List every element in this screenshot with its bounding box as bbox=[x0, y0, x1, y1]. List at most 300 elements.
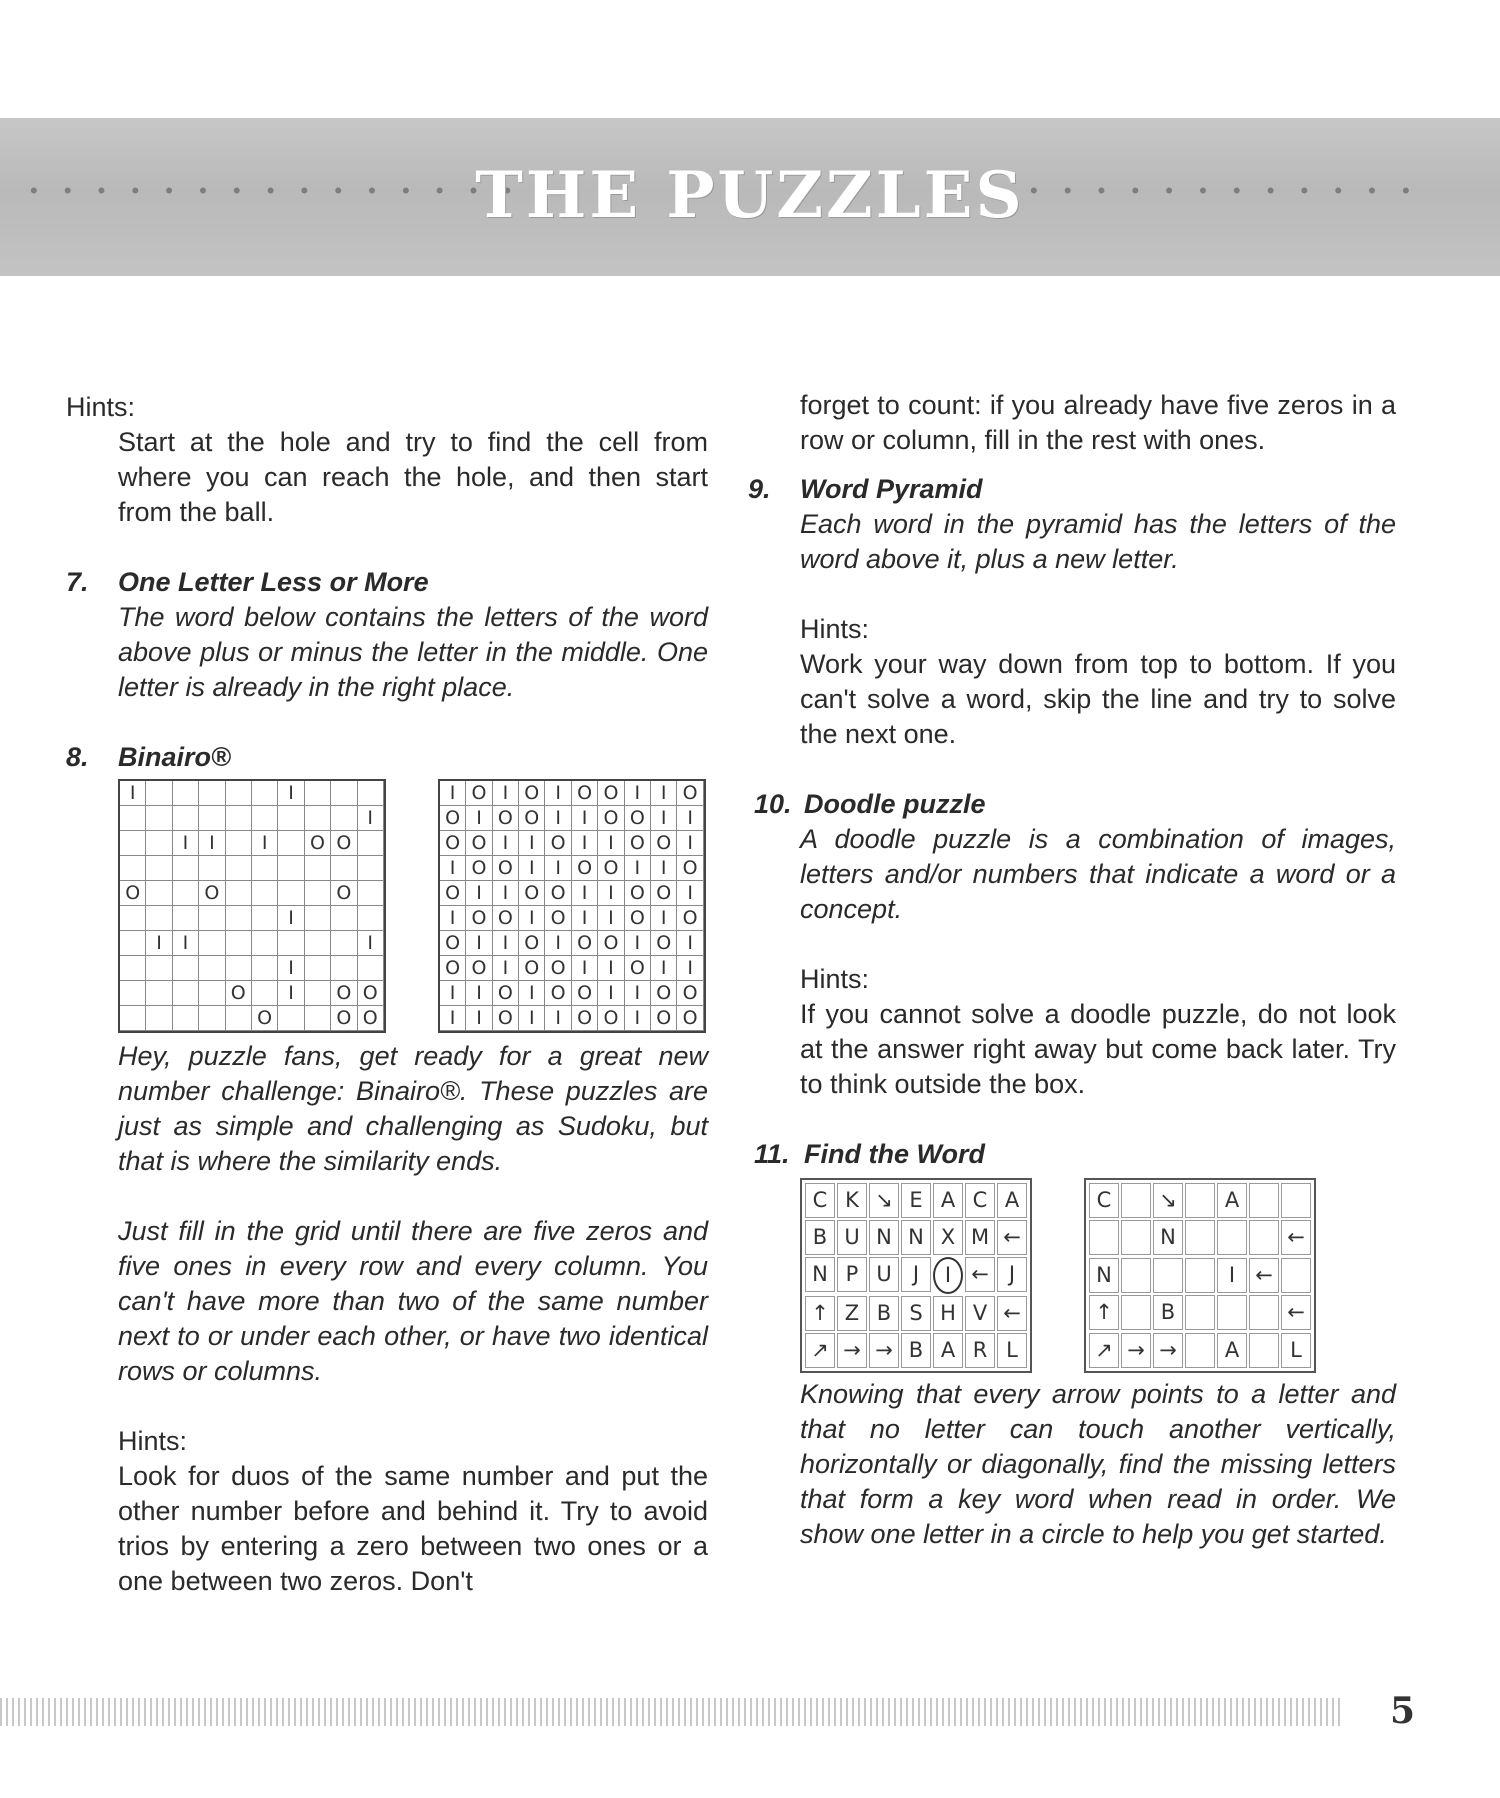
grid-cell bbox=[1217, 1295, 1247, 1330]
grid-cell: I bbox=[278, 981, 304, 1006]
grid-cell: I bbox=[545, 1006, 571, 1031]
section-title: Find the Word bbox=[804, 1139, 985, 1169]
hints-text: Start at the hole and try to find the cell from where you can reach the hole, and then start from the ball. bbox=[118, 427, 708, 527]
grid-cell bbox=[358, 856, 384, 881]
grid-cell bbox=[226, 856, 252, 881]
grid-cell: O bbox=[493, 981, 519, 1006]
grid-cell: ↑ bbox=[1089, 1295, 1119, 1330]
header-banner bbox=[0, 118, 1500, 276]
grid-cell: A bbox=[933, 1333, 963, 1368]
grid-cell bbox=[120, 931, 146, 956]
grid-cell: I bbox=[598, 906, 624, 931]
grid-cell: O bbox=[572, 1006, 598, 1031]
grid-cell: ← bbox=[997, 1220, 1027, 1255]
grid-cell: I bbox=[933, 1257, 963, 1294]
grid-cell: I bbox=[440, 981, 466, 1006]
grid-cell bbox=[1281, 1183, 1311, 1218]
grid-cell: O bbox=[651, 931, 677, 956]
grid-cell bbox=[120, 981, 146, 1006]
hints-label: Hints: bbox=[66, 392, 136, 422]
hints-text: Work your way down from top to bottom. If you can't solve a word, skip the line and try to solve the next one. bbox=[800, 649, 1396, 749]
grid-cell: ← bbox=[1249, 1258, 1279, 1293]
section-number: 8. bbox=[66, 742, 89, 772]
grid-cell: I bbox=[173, 931, 199, 956]
grid-cell: O bbox=[493, 906, 519, 931]
grid-cell: O bbox=[331, 831, 357, 856]
grid-cell bbox=[199, 856, 225, 881]
grid-cell: O bbox=[440, 881, 466, 906]
grid-cell bbox=[226, 931, 252, 956]
grid-cell bbox=[173, 981, 199, 1006]
footer-bar bbox=[0, 1698, 1340, 1726]
left-column bbox=[66, 390, 708, 1599]
grid-cell: I bbox=[493, 831, 519, 856]
grid-cell: I bbox=[625, 781, 651, 806]
grid-cell: O bbox=[677, 906, 703, 931]
grid-cell bbox=[173, 856, 199, 881]
grid-cell bbox=[278, 831, 304, 856]
grid-cell bbox=[146, 881, 172, 906]
grid-cell bbox=[199, 1006, 225, 1031]
grid-cell: ← bbox=[1281, 1220, 1311, 1255]
grid-cell bbox=[173, 1006, 199, 1031]
grid-cell: → bbox=[1153, 1333, 1183, 1368]
grid-cell: ↑ bbox=[805, 1296, 835, 1331]
grid-cell bbox=[226, 781, 252, 806]
grid-cell bbox=[358, 881, 384, 906]
grid-cell bbox=[146, 956, 172, 981]
grid-cell bbox=[358, 781, 384, 806]
grid-cell: O bbox=[120, 881, 146, 906]
grid-cell bbox=[358, 906, 384, 931]
grid-cell bbox=[173, 906, 199, 931]
grid-cell bbox=[199, 781, 225, 806]
grid-cell: A bbox=[997, 1183, 1027, 1218]
grid-cell: I bbox=[440, 1006, 466, 1031]
section-text: The word below contains the letters of the word above plus or minus the letter in the middle. One letter is already in the right place. bbox=[118, 602, 708, 702]
grid-cell: X bbox=[933, 1220, 963, 1255]
grid-cell: O bbox=[493, 856, 519, 881]
grid-cell: I bbox=[625, 931, 651, 956]
grid-cell: ↘ bbox=[1153, 1183, 1183, 1218]
grid-cell: O bbox=[545, 956, 571, 981]
grid-cell: L bbox=[1281, 1333, 1311, 1368]
grid-cell bbox=[146, 906, 172, 931]
section-heading-10 bbox=[754, 787, 1396, 822]
grid-cell: I bbox=[278, 781, 304, 806]
section-heading-8 bbox=[66, 740, 708, 775]
grid-cell: O bbox=[519, 931, 545, 956]
grid-cell bbox=[199, 931, 225, 956]
grid-cell: A bbox=[933, 1183, 963, 1218]
grid-cell: O bbox=[625, 831, 651, 856]
grid-cell: O bbox=[572, 856, 598, 881]
grid-cell: K bbox=[837, 1183, 867, 1218]
grid-cell: O bbox=[677, 781, 703, 806]
grid-cell: I bbox=[598, 881, 624, 906]
grid-cell: O bbox=[519, 781, 545, 806]
grid-cell: I bbox=[677, 806, 703, 831]
grid-cell: I bbox=[466, 806, 492, 831]
grid-cell: P bbox=[837, 1257, 867, 1292]
grid-cell: O bbox=[226, 981, 252, 1006]
section-number: 10. bbox=[754, 789, 792, 819]
grid-cell: O bbox=[625, 956, 651, 981]
grid-cell: I bbox=[651, 906, 677, 931]
section-number: 9. bbox=[748, 474, 771, 504]
grid-cell: I bbox=[440, 906, 466, 931]
grid-cell: C bbox=[965, 1183, 995, 1218]
grid-cell: O bbox=[572, 931, 598, 956]
grid-cell bbox=[305, 881, 331, 906]
right-column bbox=[748, 388, 1396, 1552]
grid-cell: U bbox=[869, 1257, 899, 1292]
section-heading-9 bbox=[748, 472, 1396, 507]
grid-cell: I bbox=[598, 981, 624, 1006]
grid-cell bbox=[252, 806, 278, 831]
section-text: A doodle puzzle is a combination of images, letters and/or numbers that indicate a word or a concept. bbox=[800, 824, 1396, 924]
grid-cell bbox=[1249, 1295, 1279, 1330]
grid-cell: I bbox=[358, 806, 384, 831]
grid-cell bbox=[1089, 1220, 1119, 1255]
grid-cell: O bbox=[199, 881, 225, 906]
grid-cell bbox=[305, 981, 331, 1006]
hints-text: Look for duos of the same number and put the other number before and behind it. Try to avoid trios by entering a zero between two ones or a one between two zeros. Don't bbox=[118, 1461, 708, 1596]
section-number: 7. bbox=[66, 567, 89, 597]
grid-cell: ← bbox=[997, 1296, 1027, 1331]
grid-cell: O bbox=[651, 1006, 677, 1031]
grid-cell bbox=[305, 956, 331, 981]
grid-cell: I bbox=[146, 931, 172, 956]
grid-cell: I bbox=[677, 881, 703, 906]
grid-cell: R bbox=[965, 1333, 995, 1368]
banner-dots-right: • • • • • • • • • • • • bbox=[1030, 178, 1420, 203]
section-title: Binairo® bbox=[118, 742, 231, 772]
grid-cell bbox=[120, 956, 146, 981]
grid-cell bbox=[1185, 1333, 1215, 1368]
section-title: One Letter Less or More bbox=[118, 567, 429, 597]
grid-cell bbox=[120, 806, 146, 831]
grid-cell bbox=[1121, 1258, 1151, 1293]
grid-cell: O bbox=[331, 981, 357, 1006]
grid-cell: I bbox=[493, 931, 519, 956]
grid-cell: I bbox=[466, 1006, 492, 1031]
grid-cell: A bbox=[1217, 1183, 1247, 1218]
grid-cell: B bbox=[1153, 1295, 1183, 1330]
grid-cell: I bbox=[493, 781, 519, 806]
hints-label: Hints: bbox=[800, 614, 870, 644]
grid-cell bbox=[305, 1006, 331, 1031]
grid-cell: O bbox=[519, 806, 545, 831]
grid-cell: O bbox=[358, 981, 384, 1006]
grid-cell: I bbox=[252, 831, 278, 856]
grid-cell bbox=[1185, 1220, 1215, 1255]
grid-cell: O bbox=[598, 1006, 624, 1031]
grid-cell bbox=[226, 806, 252, 831]
grid-cell: O bbox=[545, 981, 571, 1006]
grid-cell bbox=[252, 781, 278, 806]
grid-cell bbox=[1153, 1258, 1183, 1293]
grid-cell: I bbox=[651, 856, 677, 881]
grid-cell: O bbox=[466, 831, 492, 856]
grid-cell bbox=[146, 1006, 172, 1031]
findword-puzzle-grid bbox=[800, 1178, 1032, 1373]
grid-cell bbox=[331, 806, 357, 831]
grid-cell: I bbox=[572, 806, 598, 831]
grid-cell bbox=[305, 806, 331, 831]
section-heading-7 bbox=[66, 565, 708, 600]
grid-cell: O bbox=[440, 831, 466, 856]
grid-cell: O bbox=[358, 1006, 384, 1031]
grid-cell: O bbox=[440, 956, 466, 981]
grid-cell bbox=[252, 856, 278, 881]
grid-cell: I bbox=[440, 781, 466, 806]
binairo-grids bbox=[66, 779, 708, 1033]
grid-cell: N bbox=[1089, 1258, 1119, 1293]
grid-cell bbox=[173, 956, 199, 981]
grid-cell: I bbox=[519, 856, 545, 881]
grid-cell bbox=[146, 781, 172, 806]
grid-cell: O bbox=[598, 931, 624, 956]
grid-cell: J bbox=[901, 1257, 931, 1292]
grid-cell bbox=[278, 1006, 304, 1031]
grid-cell: I bbox=[199, 831, 225, 856]
grid-cell: N bbox=[1153, 1220, 1183, 1255]
section-heading-11 bbox=[754, 1137, 1396, 1172]
grid-cell: O bbox=[466, 906, 492, 931]
grid-cell bbox=[199, 981, 225, 1006]
grid-cell bbox=[358, 956, 384, 981]
grid-cell bbox=[226, 1006, 252, 1031]
grid-cell: O bbox=[598, 856, 624, 881]
grid-cell bbox=[199, 956, 225, 981]
grid-cell: I bbox=[677, 931, 703, 956]
grid-cell: U bbox=[837, 1220, 867, 1255]
grid-cell bbox=[331, 906, 357, 931]
grid-cell: O bbox=[625, 806, 651, 831]
grid-cell: I bbox=[651, 781, 677, 806]
grid-cell: I bbox=[572, 956, 598, 981]
grid-cell: I bbox=[519, 831, 545, 856]
grid-cell bbox=[226, 831, 252, 856]
grid-cell: B bbox=[869, 1296, 899, 1331]
grid-cell: O bbox=[598, 781, 624, 806]
grid-cell bbox=[1249, 1220, 1279, 1255]
grid-cell: I bbox=[278, 906, 304, 931]
section-title: Word Pyramid bbox=[800, 474, 983, 504]
grid-cell: C bbox=[1089, 1183, 1119, 1218]
grid-cell: I bbox=[545, 931, 571, 956]
grid-cell: O bbox=[493, 806, 519, 831]
grid-cell: H bbox=[933, 1296, 963, 1331]
grid-cell: → bbox=[869, 1333, 899, 1368]
grid-cell bbox=[278, 881, 304, 906]
grid-cell: O bbox=[677, 856, 703, 881]
grid-cell bbox=[1249, 1183, 1279, 1218]
hints-label: Hints: bbox=[800, 964, 870, 994]
grid-cell: I bbox=[572, 906, 598, 931]
grid-cell bbox=[331, 856, 357, 881]
grid-cell: O bbox=[331, 881, 357, 906]
grid-cell bbox=[120, 856, 146, 881]
grid-cell: O bbox=[625, 881, 651, 906]
grid-cell: M bbox=[965, 1220, 995, 1255]
grid-cell: O bbox=[545, 831, 571, 856]
grid-cell: B bbox=[805, 1220, 835, 1255]
grid-cell bbox=[146, 981, 172, 1006]
grid-cell: I bbox=[440, 856, 466, 881]
grid-cell bbox=[252, 931, 278, 956]
grid-cell: O bbox=[625, 906, 651, 931]
grid-cell: O bbox=[519, 881, 545, 906]
grid-cell: C bbox=[805, 1183, 835, 1218]
grid-cell bbox=[120, 831, 146, 856]
grid-cell: O bbox=[677, 981, 703, 1006]
grid-cell: O bbox=[545, 906, 571, 931]
grid-cell bbox=[358, 831, 384, 856]
grid-cell: O bbox=[466, 781, 492, 806]
grid-cell bbox=[173, 806, 199, 831]
grid-cell: I bbox=[1217, 1258, 1247, 1293]
grid-cell bbox=[226, 881, 252, 906]
grid-cell: → bbox=[1121, 1333, 1151, 1368]
section-title: Doodle puzzle bbox=[804, 789, 986, 819]
grid-cell: O bbox=[651, 881, 677, 906]
grid-cell bbox=[305, 906, 331, 931]
grid-cell: I bbox=[545, 856, 571, 881]
grid-cell: I bbox=[493, 881, 519, 906]
grid-cell bbox=[252, 881, 278, 906]
page-title: THE PUZZLES bbox=[475, 158, 1025, 233]
grid-cell: I bbox=[625, 1006, 651, 1031]
grid-cell: O bbox=[466, 956, 492, 981]
grid-cell: I bbox=[572, 831, 598, 856]
grid-cell: O bbox=[493, 1006, 519, 1031]
grid-cell: I bbox=[598, 831, 624, 856]
grid-cell bbox=[199, 906, 225, 931]
grid-cell: O bbox=[466, 856, 492, 881]
continued-text: forget to count: if you already have five zeros in a row or column, fill in the rest with ones. bbox=[800, 390, 1396, 455]
grid-cell: I bbox=[625, 981, 651, 1006]
grid-cell bbox=[305, 931, 331, 956]
grid-cell bbox=[252, 981, 278, 1006]
grid-cell: O bbox=[252, 1006, 278, 1031]
grid-cell bbox=[1121, 1295, 1151, 1330]
grid-cell bbox=[226, 906, 252, 931]
section-text: Hey, puzzle fans, get ready for a great new number challenge: Binairo®. These puzzles are just as simple and challenging as Sudoku, but that is where the similarity ends. bbox=[118, 1041, 708, 1176]
page-number: 5 bbox=[1390, 1690, 1416, 1732]
grid-cell: ↗ bbox=[805, 1333, 835, 1368]
grid-cell: I bbox=[120, 781, 146, 806]
grid-cell: I bbox=[677, 956, 703, 981]
grid-cell bbox=[1121, 1183, 1151, 1218]
grid-cell bbox=[1217, 1220, 1247, 1255]
grid-cell: O bbox=[572, 981, 598, 1006]
grid-cell: I bbox=[358, 931, 384, 956]
grid-cell: O bbox=[519, 956, 545, 981]
grid-cell: S bbox=[901, 1296, 931, 1331]
grid-cell: I bbox=[493, 956, 519, 981]
grid-cell: O bbox=[651, 981, 677, 1006]
findword-solution-grid bbox=[1084, 1178, 1316, 1373]
grid-cell bbox=[252, 906, 278, 931]
grid-cell bbox=[146, 831, 172, 856]
grid-cell bbox=[331, 931, 357, 956]
grid-cell: O bbox=[572, 781, 598, 806]
grid-cell: I bbox=[466, 931, 492, 956]
binairo-solution-grid bbox=[438, 779, 706, 1033]
grid-cell: ← bbox=[965, 1257, 995, 1292]
grid-cell: L bbox=[997, 1333, 1027, 1368]
grid-cell: I bbox=[466, 981, 492, 1006]
grid-cell bbox=[173, 781, 199, 806]
grid-cell bbox=[146, 806, 172, 831]
grid-cell: E bbox=[901, 1183, 931, 1218]
grid-cell bbox=[1185, 1183, 1215, 1218]
grid-cell bbox=[1281, 1258, 1311, 1293]
grid-cell: I bbox=[519, 906, 545, 931]
grid-cell: O bbox=[651, 831, 677, 856]
grid-cell: A bbox=[1217, 1333, 1247, 1368]
grid-cell: I bbox=[278, 956, 304, 981]
grid-cell: N bbox=[869, 1220, 899, 1255]
grid-cell: ↗ bbox=[1089, 1333, 1119, 1368]
grid-cell bbox=[199, 806, 225, 831]
grid-cell bbox=[305, 781, 331, 806]
section-text: Just fill in the grid until there are five zeros and five ones in every row and every column. You can't have more than two of the same number next to or under each other, or have two identical rows or columns. bbox=[118, 1216, 708, 1386]
grid-cell bbox=[146, 856, 172, 881]
grid-cell: O bbox=[677, 1006, 703, 1031]
grid-cell: I bbox=[572, 881, 598, 906]
grid-cell bbox=[1249, 1333, 1279, 1368]
hints-text: If you cannot solve a doodle puzzle, do not look at the answer right away but come back later. Try to think outside the box. bbox=[800, 999, 1396, 1099]
grid-cell bbox=[120, 906, 146, 931]
grid-cell bbox=[331, 781, 357, 806]
grid-cell: I bbox=[651, 956, 677, 981]
grid-cell: B bbox=[901, 1333, 931, 1368]
grid-cell: ↘ bbox=[869, 1183, 899, 1218]
grid-cell: V bbox=[965, 1296, 995, 1331]
grid-cell: O bbox=[545, 881, 571, 906]
grid-cell: I bbox=[625, 856, 651, 881]
grid-cell: I bbox=[677, 831, 703, 856]
grid-cell: → bbox=[837, 1333, 867, 1368]
grid-cell: O bbox=[598, 806, 624, 831]
grid-cell: O bbox=[440, 931, 466, 956]
hints-label: Hints: bbox=[118, 1426, 188, 1456]
grid-cell: I bbox=[519, 981, 545, 1006]
grid-cell bbox=[252, 956, 278, 981]
section-text: Knowing that every arrow points to a letter and that no letter can touch another vertically, horizontally or diagonally, find the missing letters that form a key word when read in order. We show one letter in a circle to help you get started. bbox=[800, 1379, 1396, 1549]
grid-cell: I bbox=[545, 781, 571, 806]
grid-cell bbox=[1185, 1258, 1215, 1293]
grid-cell: Z bbox=[837, 1296, 867, 1331]
grid-cell: I bbox=[173, 831, 199, 856]
grid-cell bbox=[278, 806, 304, 831]
grid-cell: N bbox=[805, 1257, 835, 1292]
grid-cell bbox=[331, 956, 357, 981]
grid-cell bbox=[278, 856, 304, 881]
grid-cell bbox=[305, 856, 331, 881]
grid-cell bbox=[173, 881, 199, 906]
grid-cell: I bbox=[545, 806, 571, 831]
binairo-puzzle-grid bbox=[118, 779, 386, 1033]
grid-cell: ← bbox=[1281, 1295, 1311, 1330]
grid-cell: I bbox=[651, 806, 677, 831]
grid-cell: O bbox=[440, 806, 466, 831]
grid-cell: O bbox=[305, 831, 331, 856]
section-text: Each word in the pyramid has the letters of the word above it, plus a new letter. bbox=[800, 509, 1396, 574]
